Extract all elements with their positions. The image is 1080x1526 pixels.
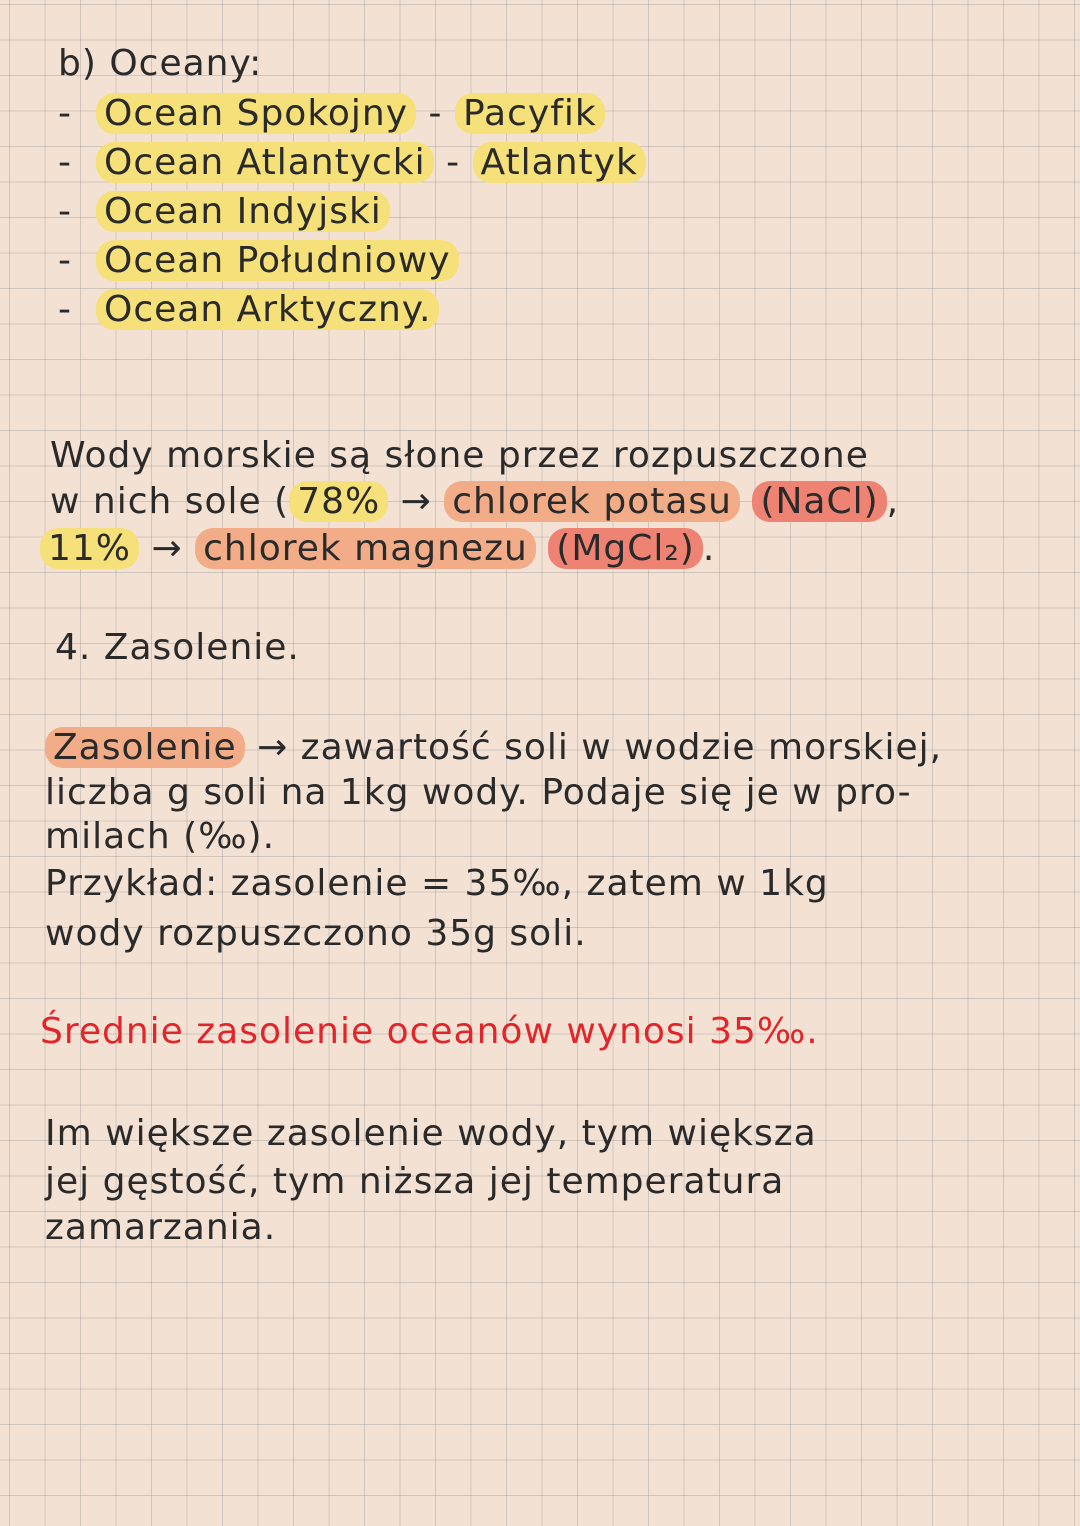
ocean-list-item <box>58 190 390 234</box>
definition-line-3: milach (‰). <box>45 816 276 857</box>
ocean-separator: - <box>433 142 473 183</box>
ocean-list-item <box>58 288 439 332</box>
ocean-separator: - <box>416 93 455 134</box>
ocean-name: Ocean Południowy <box>96 240 459 281</box>
percent-badge: 78% <box>289 481 388 522</box>
density-line-3: zamarzania. <box>45 1207 277 1248</box>
salts-line-1: Wody morskie są słone przez rozpuszczone <box>50 435 869 476</box>
ocean-list-item <box>58 141 646 185</box>
salt-name: chlorek magnezu <box>195 528 536 569</box>
salts-line-2: w nich sole ( 78% → chlorek potasu (NaCl) , <box>50 481 900 522</box>
ocean-name: Ocean Indyjski <box>96 191 390 232</box>
salinity-heading: 4. Zasolenie. <box>55 627 300 668</box>
definition-line-2: liczba g soli na 1kg wody. Podaje się je w pro- <box>45 772 912 813</box>
percent-badge: 11% <box>40 528 139 569</box>
ocean-name: Ocean Atlantycki <box>96 142 434 183</box>
definition-line-1: Zasolenie → zawartość soli w wodzie morskiej, <box>45 726 942 770</box>
definition-line-5: wody rozpuszczono 35g soli. <box>45 913 587 954</box>
list-dash: - <box>58 240 72 281</box>
list-dash: - <box>58 93 72 134</box>
density-line-2: jej gęstość, tym niższa jej temperatura <box>45 1161 785 1202</box>
ocean-name: Ocean Arktyczny. <box>96 289 439 330</box>
oceans-heading: b) Oceany: <box>58 43 263 84</box>
list-dash: - <box>58 142 72 183</box>
ocean-alt-name: Pacyfik <box>455 93 605 134</box>
list-dash: - <box>58 289 72 330</box>
ocean-alt-name: Atlantyk <box>473 142 646 183</box>
definition-term: Zasolenie <box>45 727 245 768</box>
density-line-1: Im większe zasolenie wody, tym większa <box>45 1113 817 1154</box>
salt-name: chlorek potasu <box>444 481 740 522</box>
salts-line-3: 11% → chlorek magnezu (MgCl₂) . <box>40 527 715 571</box>
list-dash: - <box>58 191 72 232</box>
ocean-name: Ocean Spokojny <box>96 93 416 134</box>
chemical-formula: (NaCl) <box>752 481 886 522</box>
average-salinity: Średnie zasolenie oceanów wynosi 35‰. <box>40 1011 819 1052</box>
definition-line-4: Przykład: zasolenie = 35‰, zatem w 1kg <box>45 863 829 904</box>
chemical-formula: (MgCl₂) <box>548 528 703 569</box>
ocean-list-item <box>58 239 459 283</box>
ocean-list-item <box>58 92 605 136</box>
